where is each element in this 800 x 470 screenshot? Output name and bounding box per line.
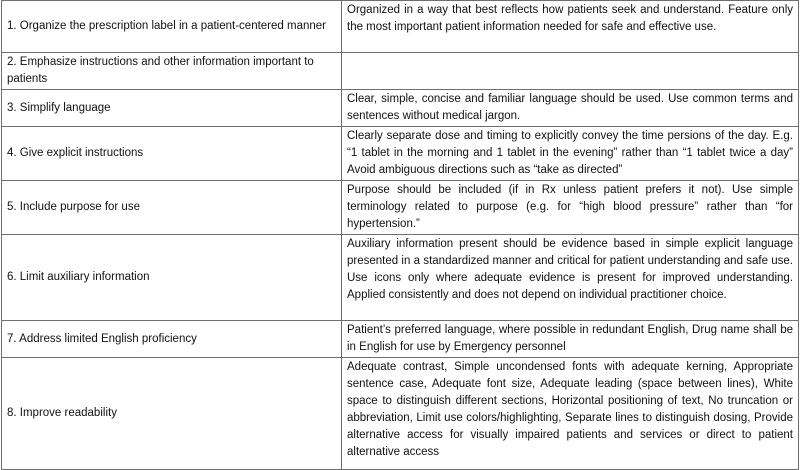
description-cell: Clearly separate dose and timing to explicitly convey the time persions of the day. E.g. “1 tablet in the morning and 1 tablet in the evening” rather than “1 tablet twice a day” Avoid ambiguous directions such as “take as directed” (342, 127, 799, 181)
table-row (2, 358, 799, 470)
principle-cell: 4. Give explicit instructions (2, 127, 342, 181)
table-row (2, 321, 799, 358)
principle-cell: 8. Improve readability (2, 358, 342, 470)
table-row (2, 181, 799, 235)
principle-cell: 2. Emphasize instructions and other information important to patients (2, 53, 342, 90)
table-row (2, 235, 799, 321)
principle-cell: 1. Organize the prescription label in a patient-centered manner (2, 1, 342, 53)
description-cell: Organized in a way that best reflects how patients seek and understand. Feature only the most important patient information needed for safe and effective use. (342, 1, 799, 53)
description-cell: Adequate contrast, Simple uncondensed fonts with adequate kerning, Appropriate sentence case, Adequate font size, Adequate leading (space between lines), White space to distinguish different sections, Horizontal positioning of text, No truncation or abbreviation, Limit use colors/highlighting, Separate lines to distinguish dosing, Provide alternative access for visually impaired patients and services or direct to patient alternative access (342, 358, 799, 470)
description-cell: Auxiliary information present should be evidence based in simple explicit language presented in a standardized manner and critical for patient understanding and safe use. Use icons only where adequate evidence is present for improved understanding. Applied consistently and does not depend on individual practitioner choice. (342, 235, 799, 321)
principle-cell: 3. Simplify language (2, 90, 342, 127)
description-cell: Clear, simple, concise and familiar language should be used. Use common terms and sentences without medical jargon. (342, 90, 799, 127)
description-cell: Purpose should be included (if in Rx unless patient prefers it not). Use simple terminology related to purpose (e.g. for “high blood pressure” rather than “for hypertension.” (342, 181, 799, 235)
table-row (2, 1, 799, 53)
table-row (2, 127, 799, 181)
table-row (2, 90, 799, 127)
table-row (2, 53, 799, 90)
principle-cell: 5. Include purpose for use (2, 181, 342, 235)
principle-cell: 6. Limit auxiliary information (2, 235, 342, 321)
description-cell (342, 53, 799, 90)
description-cell: Patient’s preferred language, where possible in redundant English, Drug name shall be in English for use by Emergency personnel (342, 321, 799, 358)
label-principles-table (1, 0, 799, 470)
principle-cell: 7. Address limited English proficiency (2, 321, 342, 358)
